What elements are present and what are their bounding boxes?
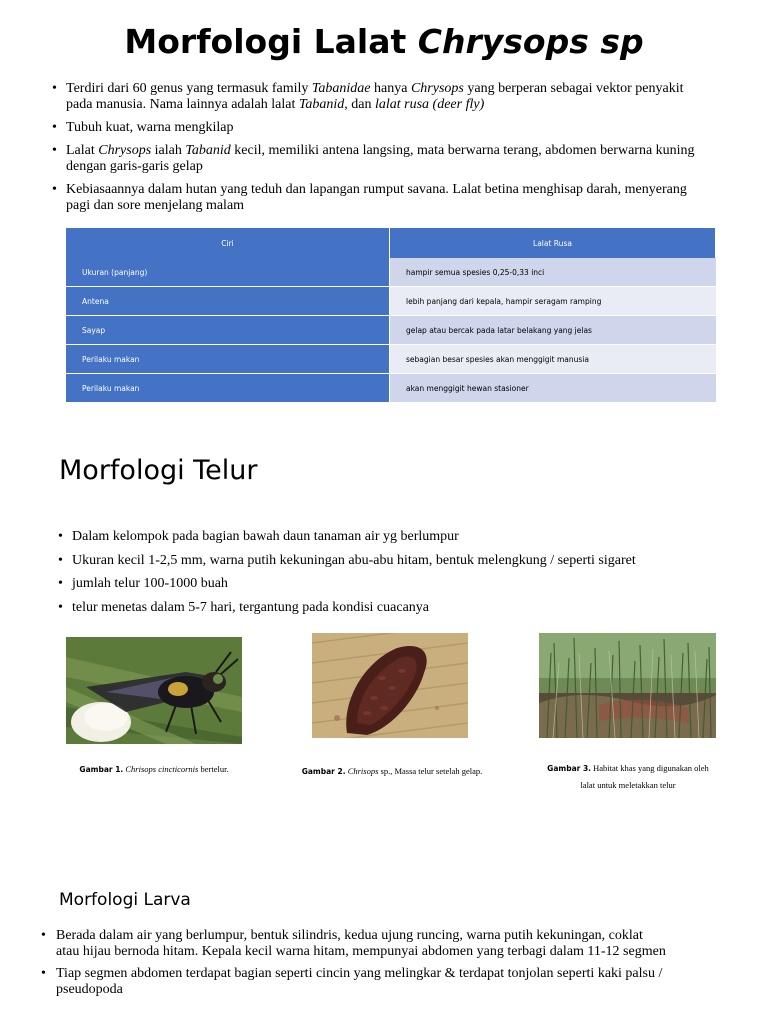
intro-bullet-list [48, 81, 708, 221]
italic-term: Chrysops [98, 143, 152, 158]
figure-3-image [539, 633, 716, 738]
caption-species: Chrisops cincticornis [125, 764, 199, 774]
title-main: Morfologi Lalat [124, 22, 418, 61]
table-cell-trait: Sayap [66, 316, 390, 345]
table-header-lalat-rusa: Lalat Rusa [390, 228, 716, 258]
figure-1-caption [66, 764, 242, 774]
list-item [48, 182, 708, 214]
section-heading-larva: Morfologi Larva [59, 890, 191, 910]
caption-label: Gambar 2. [301, 767, 346, 776]
table-cell-value: sebagian besar spesies akan menggigit manusia [390, 345, 716, 374]
bullet-text: , dan [344, 97, 375, 112]
list-item [48, 81, 708, 113]
bullet-text: ialah [151, 143, 186, 158]
bullet-text: Lalat [66, 143, 99, 158]
page-title [0, 22, 768, 61]
figure-1-image [66, 637, 242, 744]
larva-bullet-list [38, 928, 668, 1004]
figure-2-image [312, 633, 468, 738]
table-cell-trait: Perilaku makan [66, 374, 390, 403]
table-cell-value: hampir semua spesies 0,25-0,33 inci [390, 258, 716, 287]
table-cell-trait: Antena [66, 287, 390, 316]
caption-text: sp., Massa telur setelah gelap. [378, 766, 483, 776]
list-item: • Ukuran kecil 1-2,5 mm, warna putih kekuningan abu-abu hitam, bentuk melengkung / seperti sigaret [56, 553, 716, 569]
bullet-text: Kebiasaannya dalam hutan yang teduh dan lapangan rumput savana. Lalat betina menghisap darah, menyerang pagi dan sore menjelang malam [66, 182, 687, 213]
caption-species: Chrisops [347, 766, 379, 776]
list-item [48, 143, 708, 175]
egg-mass-photo [312, 633, 468, 738]
table-cell-value: lebih panjang dari kepala, hampir seragam ramping [390, 287, 716, 316]
table-header-row [66, 228, 716, 258]
section-heading-telur: Morfologi Telur [59, 455, 258, 486]
title-italic: Chrysops sp [417, 22, 644, 61]
italic-term: lalat rusa (deer fly) [374, 97, 485, 112]
italic-term: Tabanid [298, 97, 345, 112]
table-header-ciri: Ciri [66, 228, 390, 258]
bullet-text: yang berperan sebagai vektor penyakit pada manusia. Nama lainnya adalah lalat [66, 81, 684, 112]
table-row [66, 316, 716, 345]
bullet-text: Tubuh kuat, warna mengkilap [66, 120, 234, 135]
habitat-photo [539, 633, 716, 738]
bullet-text: kecil, memiliki antena langsing, mata berwarna terang, abdomen berwarna kuning dengan garis-garis gelap [66, 143, 695, 174]
table-cell-trait: Ukuran (panjang) [66, 258, 390, 287]
italic-term: Tabanid [185, 143, 231, 158]
list-item [48, 120, 708, 136]
caption-label: Gambar 1. [79, 765, 124, 774]
table-row [66, 374, 716, 403]
bullet-text: hanya [370, 81, 411, 96]
list-item: • telur menetas dalam 5-7 hari, tergantung pada kondisi cuacanya [56, 600, 716, 616]
italic-term: Chrysops [410, 81, 464, 96]
table-row [66, 345, 716, 374]
list-item: • jumlah telur 100-1000 buah [56, 576, 716, 592]
caption-text: Habitat khas yang digunakan oleh lalat untuk meletakkan telur [580, 763, 709, 790]
list-item: • Berada dalam air yang berlumpur, bentuk silindris, kedua ujung runcing, warna putih kekuningan, coklat atau hijau bernoda hitam. Kepala kecil warna hitam, mempunyai abdomen yang terbagi dalam 11-12 segmen [38, 928, 668, 959]
deer-fly-photo [66, 637, 242, 744]
list-item: • Tiap segmen abdomen terdapat bagian seperti cincin yang melingkar & terdapat tonjolan seperti kaki palsu / pseudopoda [38, 966, 668, 997]
table-row [66, 258, 716, 287]
table-row [66, 287, 716, 316]
list-item: • Dalam kelompok pada bagian bawah daun tanaman air yg berlumpur [56, 529, 716, 545]
characteristics-table [66, 228, 716, 403]
table-cell-value: akan menggigit hewan stasioner [390, 374, 716, 403]
table-cell-value: gelap atau bercak pada latar belakang yang jelas [390, 316, 716, 345]
bullet-text: Terdiri dari 60 genus yang termasuk family [66, 81, 312, 96]
italic-term: Tabanidae [311, 81, 371, 96]
telur-bullet-list [56, 529, 716, 623]
caption-text: bertelur. [198, 764, 229, 774]
figure-3-caption [540, 760, 716, 794]
table-cell-trait: Perilaku makan [66, 345, 390, 374]
figure-2-caption [284, 766, 500, 776]
caption-label: Gambar 3. [547, 764, 592, 773]
